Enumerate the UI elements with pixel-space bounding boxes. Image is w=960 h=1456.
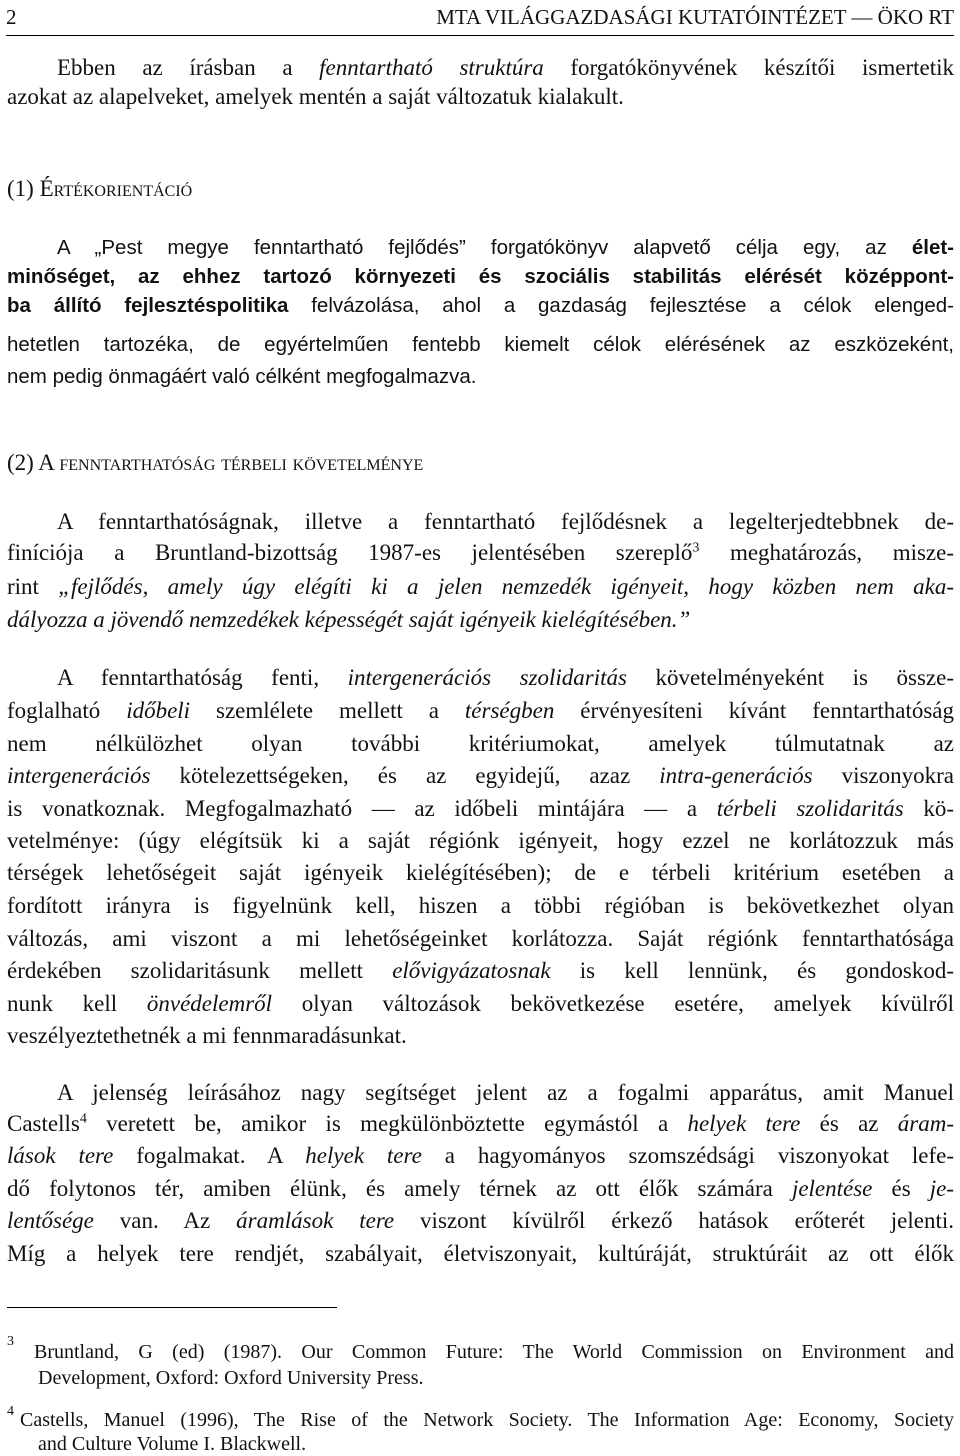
- section-heading-2: (2) A fenntarthatóság térbeli követelménye: [7, 450, 424, 475]
- paragraph-line: dő folytonos tér, amiben élünk, és amely térnek az ott élők számára jelentése és je-: [7, 1176, 954, 1201]
- paragraph-line: A fenntarthatóság fenti, intergenerációs szolidaritás követelményeként is össze-: [57, 665, 955, 690]
- paragraph-line: A jelenség leírásához nagy segítséget jelent az a fogalmi apparátus, amit Manuel: [57, 1080, 954, 1105]
- paragraph-line: vetelménye: (úgy elégítsük ki a saját régiónk igényeit, hogy ezzel ne korlátozzuk más: [7, 828, 954, 853]
- paragraph-line: foglalható időbeli szemlélete mellett a térségben érvényesíteni kívánt fenntarthatóság: [7, 698, 954, 723]
- footnote-number: 3: [7, 1334, 14, 1349]
- footnote-line: and Culture Volume I. Blackwell.: [38, 1433, 307, 1455]
- footnote-number: 4: [7, 1404, 14, 1419]
- footnote-separator: [7, 1307, 337, 1308]
- paragraph-line: hetetlen tartozéka, de egyértelműen fentebb kiemelt célok elérésének az eszközeként,: [7, 333, 954, 356]
- paragraph-line: rint „fejlődés, amely úgy elégíti ki a jelen nemzedék igényeit, hogy közben nem aka-: [7, 574, 954, 599]
- section-heading-1: (1) Értékorientáció: [7, 176, 193, 201]
- running-header: [6, 3, 954, 36]
- footnote-ref-4: 4: [79, 1111, 87, 1127]
- paragraph-line: A „Pest megye fenntartható fejlődés” forgatókönyv alapvető célja egy, az élet-: [57, 236, 954, 259]
- paragraph-line: fordított irányra is figyelnünk kell, hiszen a többi régióban is bekövetkezhet olyan: [7, 893, 954, 918]
- footnote-line: Castells, Manuel (1996), The Rise of the Network Society. The Information Age: Economy, Society: [20, 1409, 954, 1431]
- page-number: 2: [6, 5, 17, 29]
- paragraph-line: finíciója a Bruntland-bizottság 1987-es jelentésében szereplő$^3$ meghatározás, misze-: [7, 540, 954, 565]
- footnote-ref-3: 3: [692, 540, 700, 556]
- intro-line: azokat az alapelveket, amelyek mentén a saját változatuk kialakult.: [7, 84, 624, 109]
- paragraph-line: minőséget, az ehhez tartozó környezeti és szociális stabilitás elérését középpont-: [7, 265, 954, 288]
- paragraph-line: dályozza a jövendő nemzedékek képességét saját igényeik kielégítésében.”: [7, 607, 691, 632]
- footnote-line: Development, Oxford: Oxford University Press.: [38, 1367, 424, 1389]
- paragraph-line: térségek lehetőségeit saját igényeik kielégítésében); de e térbeli kritérium esetében a: [7, 860, 954, 885]
- paragraph-line: lentősége van. Az áramlások tere viszont kívülről érkező hatások erőterét jelenti.: [7, 1208, 954, 1233]
- paragraph-line: A fenntarthatóságnak, illetve a fenntartható fejlődésnek a legelterjedtebbnek de-: [57, 509, 954, 534]
- paragraph-line: nem nélkülözhet olyan további kritériumokat, amelyek túlmutatnak az: [7, 731, 954, 756]
- paragraph-line: érdekében szolidaritásunk mellett elővigyázatosnak is kell lennünk, és gondoskod-: [7, 958, 954, 983]
- paragraph-line: nem pedig önmagáért való célként megfogalmazva.: [7, 365, 477, 388]
- paragraph-line: Míg a helyek tere rendjét, szabályait, életviszonyait, kultúráját, struktúráit az ott élők: [7, 1241, 954, 1266]
- paragraph-line: lások tere fogalmakat. A helyek tere a hagyományos szomszédsági viszonyokat lefe-: [7, 1143, 954, 1168]
- paragraph-line: nunk kell önvédelemről olyan változások bekövetkezése esetére, amelyek kívülről: [7, 991, 954, 1016]
- paragraph-line: ba állító fejlesztéspolitika felvázolása, ahol a gazdaság fejlesztése a célok elenged-: [7, 294, 954, 317]
- paragraph-line: Castells$^4$ veretett be, amikor is megkülönböztette egymástól a helyek tere és az áram-: [7, 1111, 955, 1136]
- paragraph-line: intergenerációs kötelezettségeken, és az egyidejű, azaz intra-generációs viszonyokra: [7, 763, 955, 788]
- footnote-line: Bruntland, G (ed) (1987). Our Common Future: The World Commission on Environment and: [34, 1341, 954, 1363]
- intro-line: Ebben az írásban a fenntartható struktúra forgatókönyvének készítői ismertetik: [57, 55, 955, 80]
- paragraph-line: változás, ami viszont a mi lehetőségeinket korlátozza. Saját régiónk fenntarthatósága: [7, 926, 954, 951]
- paragraph-line: is vonatkoznak. Megfogalmazható — az időbeli mintájára — a térbeli szolidaritás kö-: [7, 796, 954, 821]
- running-title: MTA VILÁGGAZDASÁGI KUTATÓINTÉZET — ÖKO RT: [436, 5, 954, 29]
- paragraph-line: veszélyeztethetnék a mi fennmaradásunkat.: [7, 1023, 407, 1048]
